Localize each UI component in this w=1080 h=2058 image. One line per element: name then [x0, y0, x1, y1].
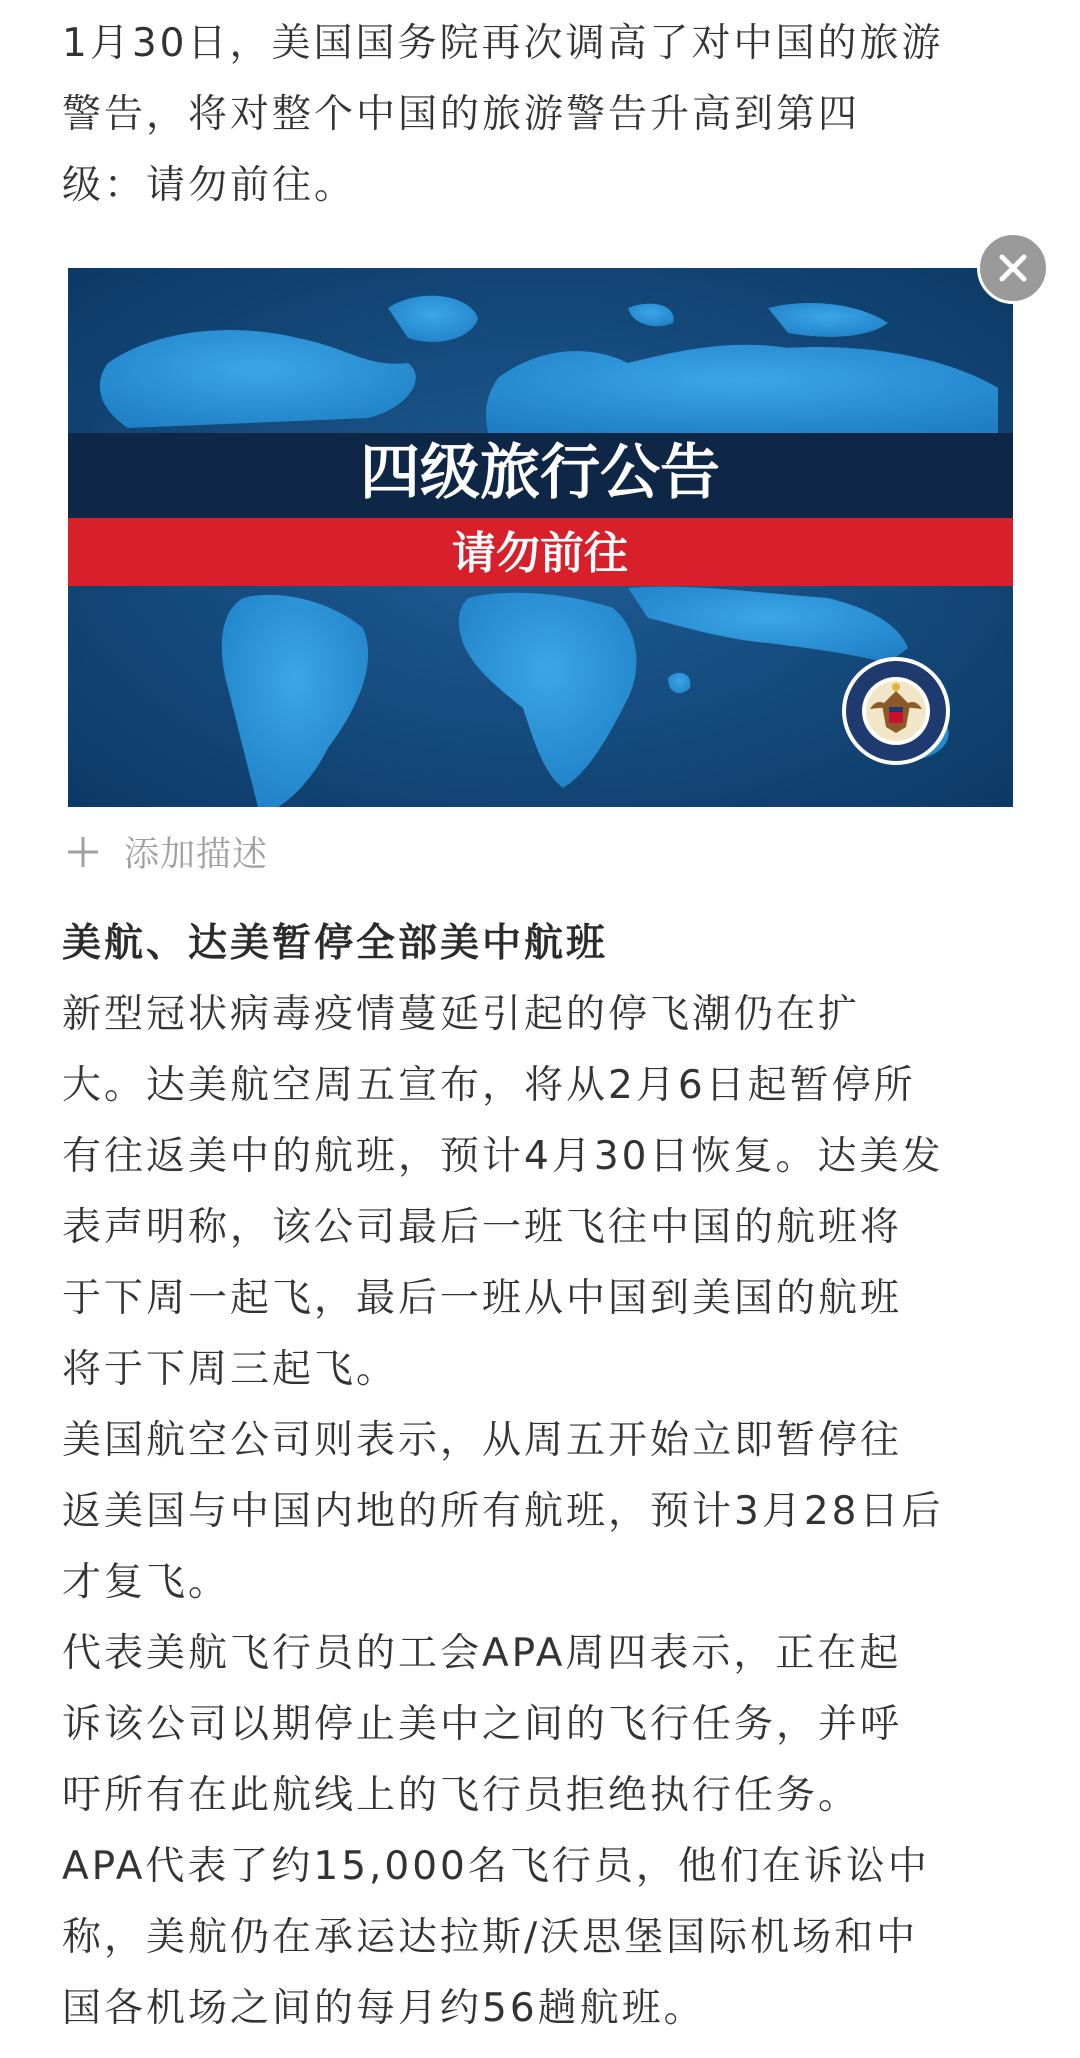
- body-line: 美国航空公司则表示，从周五开始立即暂停往: [62, 1418, 903, 1463]
- article-body: [62, 979, 1022, 2044]
- body-line: 有往返美中的航班，预计4月30日恢复。达美发: [62, 1134, 944, 1179]
- close-icon: [998, 253, 1028, 283]
- body-line: 新型冠状病毒疫情蔓延引起的停飞潮仍在扩: [62, 992, 861, 1037]
- section-heading: 美航、达美暂停全部美中航班: [62, 921, 609, 966]
- intro-line: 警告，将对整个中国的旅游警告升高到第四: [62, 92, 861, 137]
- intro-paragraph: [62, 8, 1022, 221]
- body-line: 于下周一起飞，最后一班从中国到美国的航班: [62, 1276, 903, 1321]
- remove-image-button[interactable]: [977, 232, 1049, 304]
- body-line: 诉该公司以期停止美中之间的飞行任务，并呼: [62, 1702, 903, 1747]
- plus-icon: [66, 835, 100, 869]
- world-map-banner: [68, 268, 1013, 807]
- intro-line: 1月30日，美国国务院再次调高了对中国的旅游: [62, 21, 944, 66]
- body-line: 将于下周三起飞。: [62, 1347, 399, 1392]
- add-description-label: 添加描述: [124, 835, 269, 875]
- body-line: 表声明称，该公司最后一班飞往中国的航班将: [62, 1205, 903, 1250]
- article-image[interactable]: [68, 268, 1013, 807]
- state-department-seal: [842, 657, 950, 765]
- banner-subtitle: 请勿前往: [452, 528, 628, 579]
- body-line: 返美国与中国内地的所有航班，预计3月28日后: [62, 1489, 944, 1534]
- body-line: 大。达美航空周五宣布，将从2月6日起暂停所: [62, 1063, 916, 1108]
- add-description-button[interactable]: [66, 822, 268, 882]
- body-line: 吁所有在此航线上的飞行员拒绝执行任务。: [62, 1773, 861, 1818]
- body-line: 代表美航飞行员的工会APA周四表示，正在起: [62, 1631, 902, 1676]
- body-line: 才复飞。: [62, 1560, 231, 1605]
- body-line: 国各机场之间的每月约56趟航班。: [62, 1986, 706, 2031]
- banner-title: 四级旅行公告: [360, 438, 720, 508]
- body-line: APA代表了约15,000名飞行员，他们在诉讼中: [62, 1844, 930, 1889]
- intro-line: 级：请勿前往。: [62, 163, 357, 208]
- body-line: 称，美航仍在承运达拉斯/沃思堡国际机场和中: [62, 1915, 919, 1960]
